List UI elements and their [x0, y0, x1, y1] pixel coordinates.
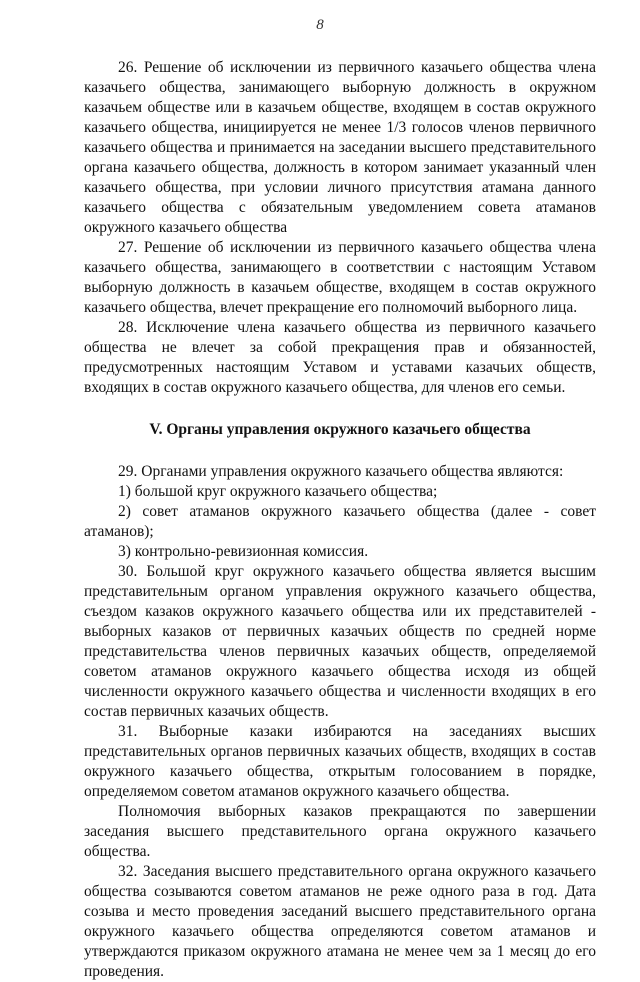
- paragraph-29: 29. Органами управления окружного казачьего общества являются:: [118, 463, 564, 480]
- document-body: [84, 58, 596, 982]
- paragraph-32: 32. Заседания высшего представительного органа окружного казачьего общества созываются советом атаманов не реже одного раза в год. Дата созыва и место проведения заседаний высшего представительного органа окружного казачьего общества определяются советом атаманов и утверждаются приказом окружного атамана не менее чем за 1 месяц до его проведения.: [84, 863, 596, 980]
- list-item-3: 3) контрольно-ревизионная комиссия.: [118, 543, 369, 560]
- list-item-1: 1) большой круг окружного казачьего общества;: [118, 483, 438, 500]
- paragraph-30: 30. Большой круг окружного казачьего общества является высшим представительным органом управления окружного казачьего общества, съездом казаков окружного казачьего общества или их представителей - выборных казаков от первичных казачьих обществ по средней норме представительства членов первичных казачьих обществ, определяемой советом атаманов окружного казачьего общества исходя из общей численности окружного казачьего общества и численности входящих в его состав первичных казачьих обществ.: [84, 563, 596, 720]
- paragraph-27: 27. Решение об исключении из первичного казачьего общества члена казачьего общества, занимающего в соответствии с настоящим Уставом выборную должность в казачьем обществе, входящем в состав окружного казачьего общества, влечет прекращение его полномочий выборного лица.: [84, 239, 596, 316]
- page-number: 8: [316, 17, 324, 33]
- paragraph-31: 31. Выборные казаки избираются на заседаниях высших представительных органов первичных казачьих обществ, входящих в состав окружного казачьего общества, открытым голосованием в порядке, определяемом советом атаманов окружного казачьего общества.: [84, 723, 596, 800]
- list-item-2: 2) совет атаманов окружного казачьего общества (далее - совет атаманов);: [84, 503, 596, 540]
- paragraph-31-continued: Полномочия выборных казаков прекращаются по завершении заседания высшего представительного органа окружного казачьего общества.: [84, 803, 596, 860]
- section-heading: V. Органы управления окружного казачьего общества: [149, 421, 531, 438]
- paragraph-28: 28. Исключение члена казачьего общества из первичного казачьего общества не влечет за собой прекращения прав и обязанностей, предусмотренных настоящим Уставом и уставами казачьих обществ, входящих в состав окружного казачьего общества, для членов его семьи.: [84, 319, 596, 396]
- paragraph-26: 26. Решение об исключении из первичного казачьего общества члена казачьего общества, занимающего выборную должность в окружном казачьем обществе или в казачьем обществе, входящем в состав окружного казачьего общества, инициируется не менее 1/3 голосов членов первичного казачьего общества и принимается на заседании высшего представительного органа казачьего общества, должность в котором занимает указанный член казачьего общества, при условии личного присутствия атамана данного казачьего общества с обязательным уведомлением совета атаманов окружного казачьего общества: [84, 59, 596, 236]
